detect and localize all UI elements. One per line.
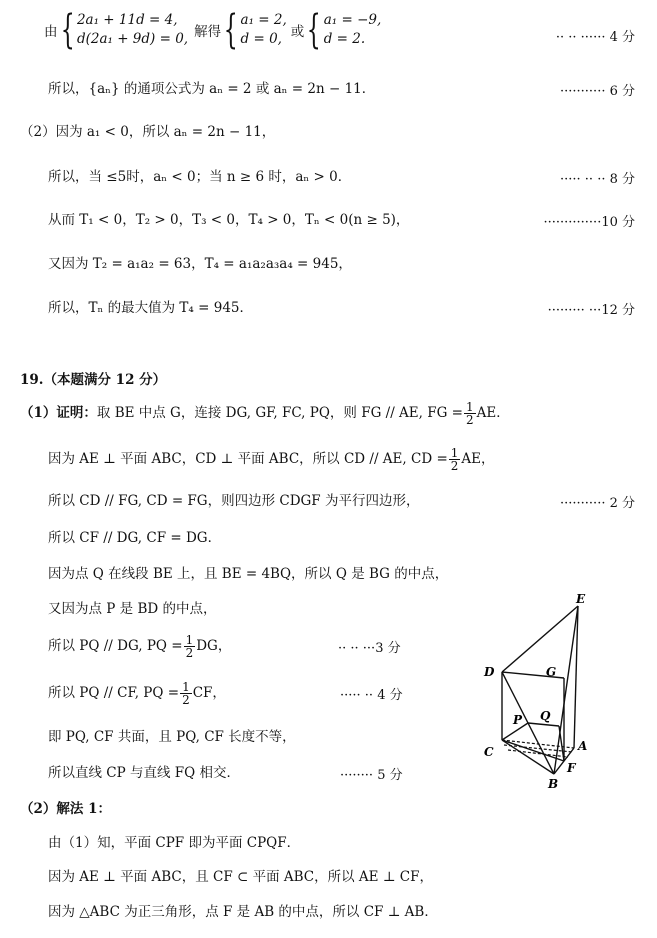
score-mark: ····· ·· 4 分 (340, 688, 403, 703)
question-heading: 19.（本题满分 12 分） (20, 372, 167, 388)
proof-line-10: 所以直线 CP 与直线 FQ 相交． (48, 765, 241, 781)
part2-products-line: 从而 T₁ < 0，T₂ > 0，T₃ < 0，T₄ > 0，Tₙ < 0(n ≥ 5)， (48, 212, 410, 228)
score-mark: ·· ·· ······ 4 分 (555, 30, 635, 45)
proof-line-9: 即 PQ, CF 共面，且 PQ, CF 长度不等， (48, 729, 296, 745)
frac-num: 1 (182, 680, 190, 694)
equation-system (77, 11, 188, 49)
part2-intro: （2）因为 a₁ < 0，所以 aₙ = 2n − 11， (20, 124, 276, 140)
proof-tail: DG， (196, 638, 232, 654)
label-P: P (513, 713, 523, 727)
part2-solution-label: （2）解法 1： (20, 801, 111, 817)
solution-line-2: 因为 AE ⊥ 平面 ABC，且 CF ⊂ 平面 ABC，所以 AE ⊥ CF， (48, 869, 434, 885)
proof-tail: AE． (476, 405, 510, 421)
proof-text: 所以 PQ // CF, PQ = (48, 685, 180, 701)
score-mark: ·· ·· ···3 分 (338, 641, 401, 656)
sys-prefix: 由 (44, 24, 58, 40)
label-B: B (548, 777, 559, 791)
score-mark: ··············10 分 (543, 215, 635, 230)
label-G: G (546, 665, 557, 679)
score-mark: ··········· 2 分 (560, 496, 635, 511)
label-F: F (567, 761, 576, 775)
score-mark: ········ 5 分 (340, 768, 403, 783)
left-brace-icon: { (223, 7, 238, 53)
frac-den: 2 (182, 693, 190, 707)
proof-label: （1）证明： (20, 405, 97, 421)
label-Q: Q (540, 709, 551, 723)
proof-line-3: 所以 CD // FG, CD = FG，则四边形 CDGF 为平行四边形， (48, 493, 420, 509)
edge-EB (554, 606, 578, 774)
frac-num: 1 (185, 633, 194, 647)
score-mark: ········· ···12 分 (547, 303, 635, 318)
proof-text: 因为 AE ⊥ 平面 ABC，CD ⊥ 平面 ABC，所以 CD // AE, CD = (48, 451, 448, 467)
proof-text: 取 BE 中点 G，连接 DG, GF, FC, PQ，则 FG // AE, FG = (96, 405, 463, 421)
solution-line-1: 由（1）知，平面 CPF 即为平面 CPQF． (48, 835, 301, 851)
solution-1 (241, 11, 287, 49)
or-word: 或 (290, 24, 305, 40)
frac-den: 2 (185, 646, 194, 660)
solve-word: 解得 (194, 24, 222, 40)
proof-line-7 (48, 633, 231, 659)
frac-den: 2 (450, 459, 459, 473)
proof-tail: CF， (192, 685, 226, 701)
part2-sign-line: 所以，当 ≤5时，aₙ < 0；当 n ≥ 6 时，aₙ > 0． (48, 169, 352, 185)
proof-tail: AE， (461, 451, 495, 467)
edge-PQ (528, 723, 559, 726)
proof-text: 所以 PQ // DG, PQ = (48, 638, 183, 654)
label-E: E (576, 592, 586, 606)
proof-line-4: 所以 CF // DG, CF = DG． (48, 530, 222, 546)
frac-num: 1 (465, 400, 474, 414)
fraction-half (464, 401, 476, 426)
solution-1-a: a₁ = 2, (240, 12, 287, 28)
frac-num: 1 (450, 446, 459, 460)
prism-figure (478, 592, 638, 792)
left-brace-icon: { (60, 7, 75, 53)
edge-DE (502, 606, 578, 672)
score-mark: ··········· 6 分 (560, 84, 635, 99)
frac-den: 2 (465, 413, 474, 427)
part2-values-line: 又因为 T₂ = a₁a₂ = 63，T₄ = a₁a₂a₃a₄ = 945， (48, 256, 352, 272)
proof-line-1 (20, 400, 510, 426)
part2-max-line: 所以，Tₙ 的最大值为 T₄ = 945． (48, 300, 254, 316)
solution-line-3: 因为 △ABC 为正三角形，点 F 是 AB 的中点，所以 CF ⊥ AB． (48, 904, 438, 920)
fraction-half (180, 681, 192, 706)
equation-1: 2a₁ + 11d = 4, (76, 12, 178, 28)
proof-line-8 (48, 680, 226, 706)
equation-system-row (44, 7, 382, 53)
solution-2-d: d = 2. (323, 31, 366, 47)
label-D: D (484, 665, 495, 679)
solution-2 (324, 11, 382, 49)
proof-line-5: 因为点 Q 在线段 BE 上，且 BE = 4BQ，所以 Q 是 BG 的中点， (48, 566, 449, 582)
equation-2: d(2a₁ + 9d) = 0, (76, 31, 189, 47)
solution-2-a: a₁ = −9, (323, 12, 382, 28)
fraction-half (449, 447, 461, 472)
fraction-half (184, 634, 196, 659)
label-C: C (484, 745, 494, 759)
proof-line-2 (48, 446, 495, 472)
solution-1-d: d = 0, (240, 31, 282, 47)
left-brace-icon: { (307, 7, 322, 53)
proof-line-6: 又因为点 P 是 BD 的中点， (48, 601, 217, 617)
general-term-line: 所以，{aₙ} 的通项公式为 aₙ = 2 或 aₙ = 2n − 11． (48, 81, 376, 97)
label-A: A (578, 739, 588, 753)
score-mark: ····· ·· ·· 8 分 (560, 172, 635, 187)
